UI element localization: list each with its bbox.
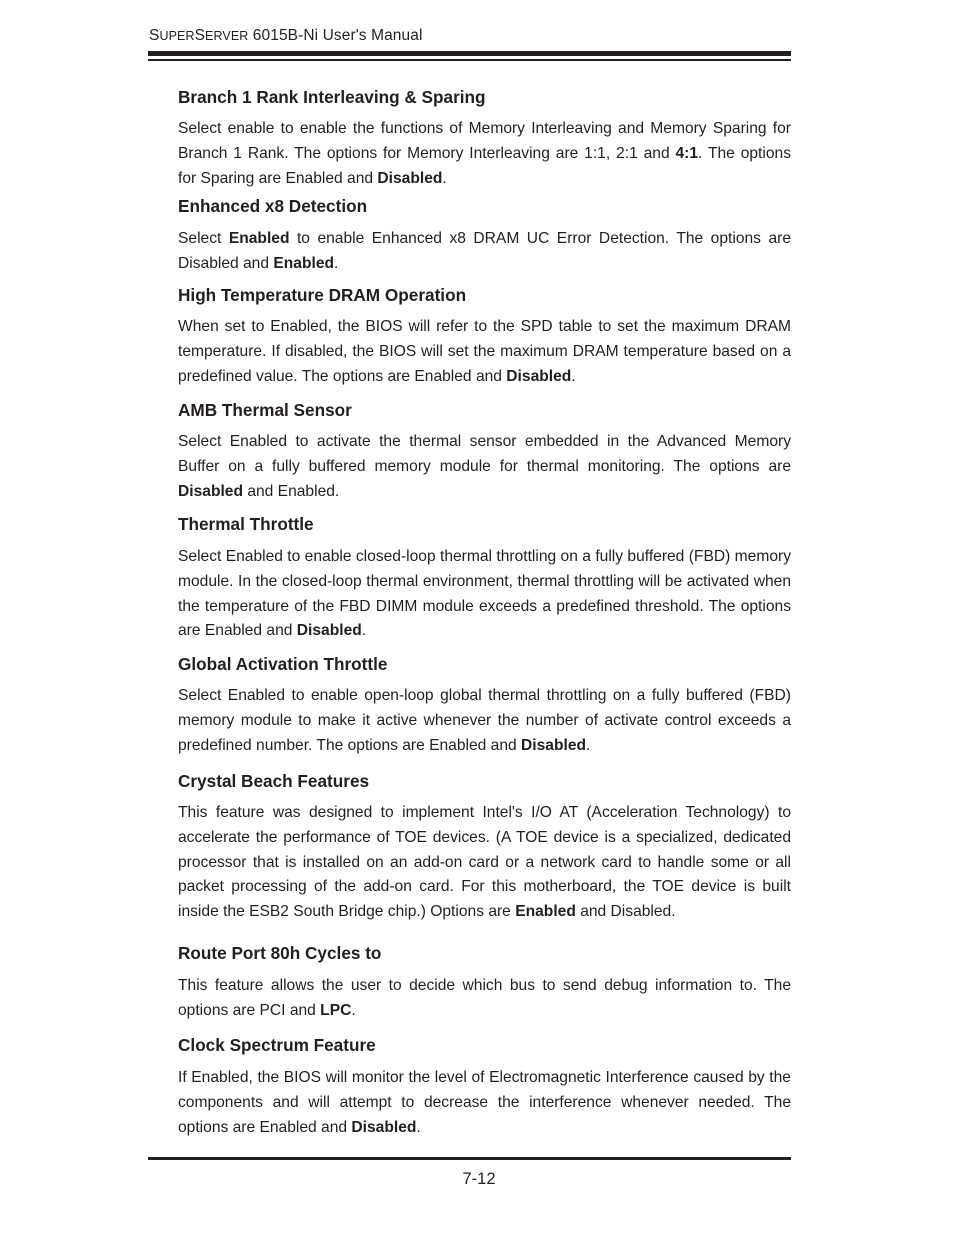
bold-default-option: Disabled [377, 169, 443, 187]
section-crystal-beach-features [178, 770, 791, 925]
section-paragraph [178, 1066, 791, 1140]
paragraph-text: and Disabled. [575, 903, 676, 921]
section-heading: Enhanced x8 Detection [178, 196, 368, 216]
paragraph-text: . [442, 169, 447, 187]
section-paragraph [178, 315, 791, 389]
bold-default-option: Disabled [296, 622, 362, 640]
section-thermal-throttle [178, 513, 791, 644]
section-global-activation-throttle [178, 653, 791, 758]
bold-default-option: Disabled [351, 1118, 417, 1136]
bold-default-option: Enabled [228, 230, 290, 247]
header-rule-thick [148, 51, 791, 56]
bold-default-option: Enabled [273, 254, 335, 272]
bold-default-option: Disabled [178, 482, 243, 500]
section-paragraph [178, 227, 791, 277]
section-heading: Route Port 80h Cycles to [178, 943, 382, 963]
paragraph-text: . [416, 1118, 421, 1136]
header-title-initial-2: S [194, 27, 206, 44]
paragraph-text: . [586, 736, 591, 754]
section-heading: High Temperature DRAM Operation [178, 285, 467, 305]
section-heading: AMB Thermal Sensor [178, 400, 352, 420]
section-paragraph [178, 545, 791, 644]
footer-rule [148, 1157, 791, 1160]
page-number: 7-12 [462, 1170, 496, 1188]
section-heading: Crystal Beach Features [178, 771, 370, 791]
section-paragraph [178, 801, 791, 925]
paragraph-text: This feature was designed to implement Intel's I/O AT (Acceleration Technology) to accelerate the performance of TOE devices. (A TOE device is a specialized, dedicated processor that is installed on an add-on card or a network card to handle some or all packet processing of the add-on card. For this motherboard, the TOE device is built inside the ESB2 South Bridge chip.) Options are [178, 804, 791, 921]
paragraph-text: Select Enabled to enable open-loop global thermal throttling on a fully buffered (FBD) memory module to make it active whenever the number of activate control exceeds a predefined number. The options are Enabled and [178, 687, 791, 754]
page-footer [0, 1170, 954, 1189]
section-branch1-rank-interleaving [178, 86, 791, 191]
header-rule-thin [148, 59, 791, 61]
bold-default-option: 4:1 [675, 144, 699, 162]
section-paragraph [178, 117, 791, 191]
paragraph-text: This feature allows the user to decide which bus to send debug information to. The options are PCI and [178, 977, 791, 1019]
paragraph-text: to enable Enhanced x8 DRAM UC Error Detection. The options are Disabled and [178, 230, 791, 272]
section-paragraph [178, 974, 791, 1024]
bold-default-option: Disabled [506, 367, 572, 385]
section-paragraph [178, 430, 791, 504]
paragraph-text: . [334, 254, 339, 272]
header-title-smallcaps-1: UPER [159, 29, 195, 43]
section-clock-spectrum-feature [178, 1034, 791, 1140]
bold-default-option: LPC [320, 1001, 352, 1019]
section-heading: Clock Spectrum Feature [178, 1035, 376, 1055]
section-heading: Thermal Throttle [178, 514, 314, 534]
header-title-smallcaps-2: ERVER [205, 29, 249, 43]
paragraph-text: . [571, 367, 576, 385]
paragraph-text: If Enabled, the BIOS will monitor the level of Electromagnetic Interference caused by the components and will attempt to decrease the interference whenever needed. The options are Enabled and [178, 1069, 791, 1136]
section-heading: Branch 1 Rank Interleaving & Sparing [178, 87, 486, 107]
section-paragraph [178, 684, 791, 758]
section-high-temperature-dram [178, 284, 791, 389]
paragraph-text: . The options for Sparing are Enabled and [178, 144, 791, 187]
paragraph-text: Select [178, 230, 229, 247]
section-amb-thermal-sensor [178, 399, 791, 504]
paragraph-text: . [361, 622, 367, 640]
section-enhanced-x8-detection [178, 195, 791, 277]
paragraph-text: and Enabled. [243, 482, 340, 500]
running-header [149, 27, 423, 45]
header-title-rest: 6015B-Ni User's Manual [248, 27, 423, 44]
paragraph-text: . [351, 1001, 356, 1019]
paragraph-text: Select Enabled to enable closed-loop thermal throttling on a fully buffered (FBD) memory module. In the closed-loop thermal environment, thermal throttling will be activated when the temperature of the FBD DIMM module exceeds a predefined threshold. The options are Enabled and [178, 548, 791, 640]
section-heading: Global Activation Throttle [178, 654, 388, 674]
bold-default-option: Disabled [521, 736, 587, 754]
paragraph-text: Select Enabled to activate the thermal sensor embedded in the Advanced Memory Buffer on a fully buffered memory module for thermal monitoring. The options are [178, 433, 791, 475]
header-title-initial-1: S [149, 27, 160, 44]
bold-default-option: Enabled [515, 903, 576, 921]
section-route-port-80h [178, 942, 791, 1024]
paragraph-text: Select enable to enable the functions of Memory Interleaving and Memory Sparing for Branch 1 Rank. The options for Memory Interleaving are 1:1, 2:1 and [178, 120, 791, 162]
paragraph-text: When set to Enabled, the BIOS will refer to the SPD table to set the maximum DRAM temperature. If disabled, the BIOS will set the maximum DRAM temperature based on a predefined value. The options are Enabled and [178, 318, 791, 385]
